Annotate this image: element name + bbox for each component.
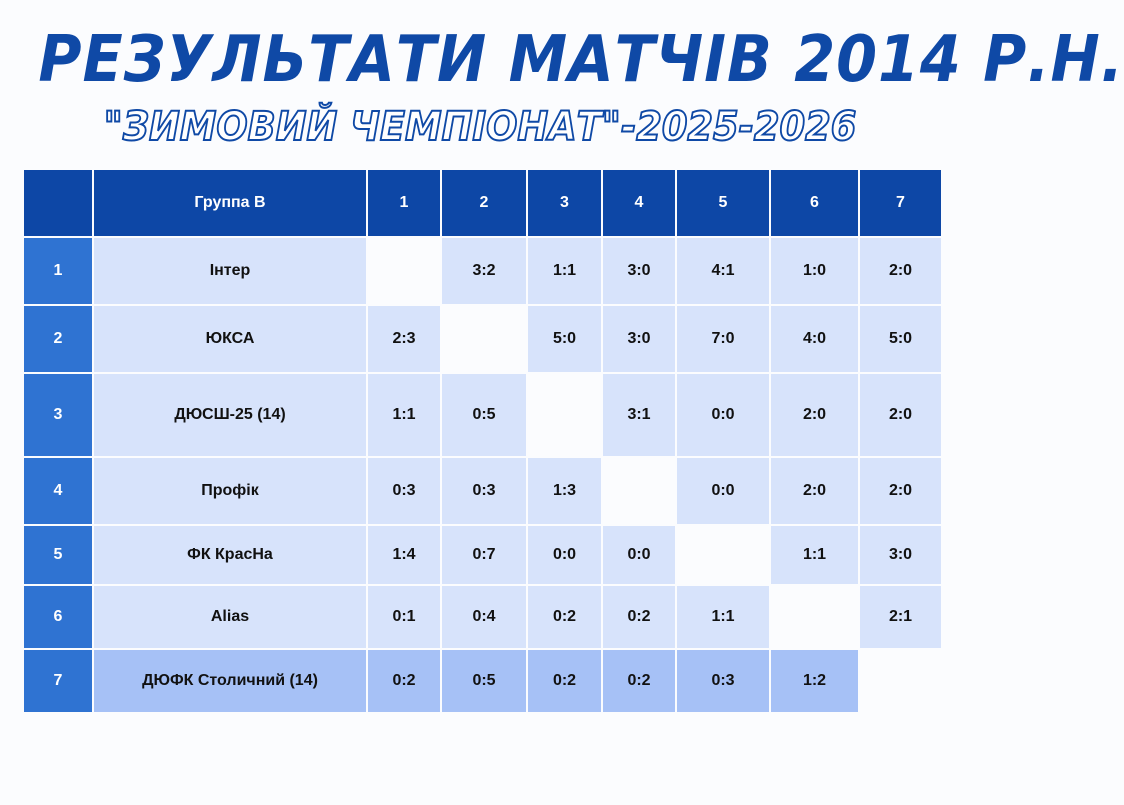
page-title: РЕЗУЛЬТАТИ МАТЧІВ 2014 Р.Н. <box>38 23 1124 97</box>
score-cell: 0:1 <box>368 586 440 648</box>
team-name: Alias <box>94 586 366 648</box>
diagonal-empty-cell <box>860 650 941 712</box>
score-cell: 1:0 <box>771 238 858 304</box>
score-cell: 0:5 <box>442 374 526 456</box>
score-cell: 1:1 <box>528 238 601 304</box>
score-cell: 1:1 <box>677 586 769 648</box>
row-number: 1 <box>24 238 92 304</box>
diagonal-empty-cell <box>442 306 526 372</box>
score-cell: 5:0 <box>528 306 601 372</box>
score-cell: 0:2 <box>528 586 601 648</box>
score-cell: 0:2 <box>603 586 675 648</box>
score-cell: 0:3 <box>677 650 769 712</box>
team-name: Профік <box>94 458 366 524</box>
column-header-4: 4 <box>603 170 675 236</box>
row-number: 5 <box>24 526 92 584</box>
row-number: 7 <box>24 650 92 712</box>
header-corner-cell <box>24 170 92 236</box>
score-cell: 0:2 <box>528 650 601 712</box>
score-cell: 2:0 <box>771 374 858 456</box>
team-name: ФК КрасНа <box>94 526 366 584</box>
diagonal-empty-cell <box>603 458 675 524</box>
score-cell: 2:0 <box>860 458 941 524</box>
column-header-3: 3 <box>528 170 601 236</box>
score-cell: 0:0 <box>603 526 675 584</box>
score-cell: 2:0 <box>860 374 941 456</box>
score-cell: 1:2 <box>771 650 858 712</box>
column-header-7: 7 <box>860 170 941 236</box>
score-cell: 3:1 <box>603 374 675 456</box>
diagonal-empty-cell <box>528 374 601 456</box>
results-table <box>24 170 941 712</box>
score-cell: 0:0 <box>677 374 769 456</box>
score-cell: 0:0 <box>528 526 601 584</box>
score-cell: 4:0 <box>771 306 858 372</box>
score-cell: 1:1 <box>368 374 440 456</box>
score-cell: 1:3 <box>528 458 601 524</box>
row-number: 2 <box>24 306 92 372</box>
score-cell: 2:0 <box>860 238 941 304</box>
team-name: Інтер <box>94 238 366 304</box>
team-name: ДЮСШ-25 (14) <box>94 374 366 456</box>
column-header-1: 1 <box>368 170 440 236</box>
score-cell: 3:2 <box>442 238 526 304</box>
page-subtitle: "ЗИМОВИЙ ЧЕМПІОНАТ"-2025-2026 <box>103 104 857 150</box>
score-cell: 0:3 <box>442 458 526 524</box>
score-cell: 2:3 <box>368 306 440 372</box>
column-header-5: 5 <box>677 170 769 236</box>
score-cell: 0:3 <box>368 458 440 524</box>
team-name: ДЮФК Столичний (14) <box>94 650 366 712</box>
score-cell: 3:0 <box>603 306 675 372</box>
score-cell: 0:2 <box>368 650 440 712</box>
score-cell: 2:1 <box>860 586 941 648</box>
row-number: 4 <box>24 458 92 524</box>
row-number: 6 <box>24 586 92 648</box>
row-number: 3 <box>24 374 92 456</box>
score-cell: 4:1 <box>677 238 769 304</box>
score-cell: 2:0 <box>771 458 858 524</box>
team-name: ЮКСА <box>94 306 366 372</box>
diagonal-empty-cell <box>771 586 858 648</box>
score-cell: 5:0 <box>860 306 941 372</box>
score-cell: 0:2 <box>603 650 675 712</box>
score-cell: 0:4 <box>442 586 526 648</box>
column-header-2: 2 <box>442 170 526 236</box>
score-cell: 1:4 <box>368 526 440 584</box>
group-label-header: Группа В <box>94 170 366 236</box>
diagonal-empty-cell <box>368 238 440 304</box>
score-cell: 3:0 <box>603 238 675 304</box>
score-cell: 3:0 <box>860 526 941 584</box>
diagonal-empty-cell <box>677 526 769 584</box>
score-cell: 0:0 <box>677 458 769 524</box>
score-cell: 0:7 <box>442 526 526 584</box>
score-cell: 1:1 <box>771 526 858 584</box>
column-header-6: 6 <box>771 170 858 236</box>
score-cell: 0:5 <box>442 650 526 712</box>
score-cell: 7:0 <box>677 306 769 372</box>
